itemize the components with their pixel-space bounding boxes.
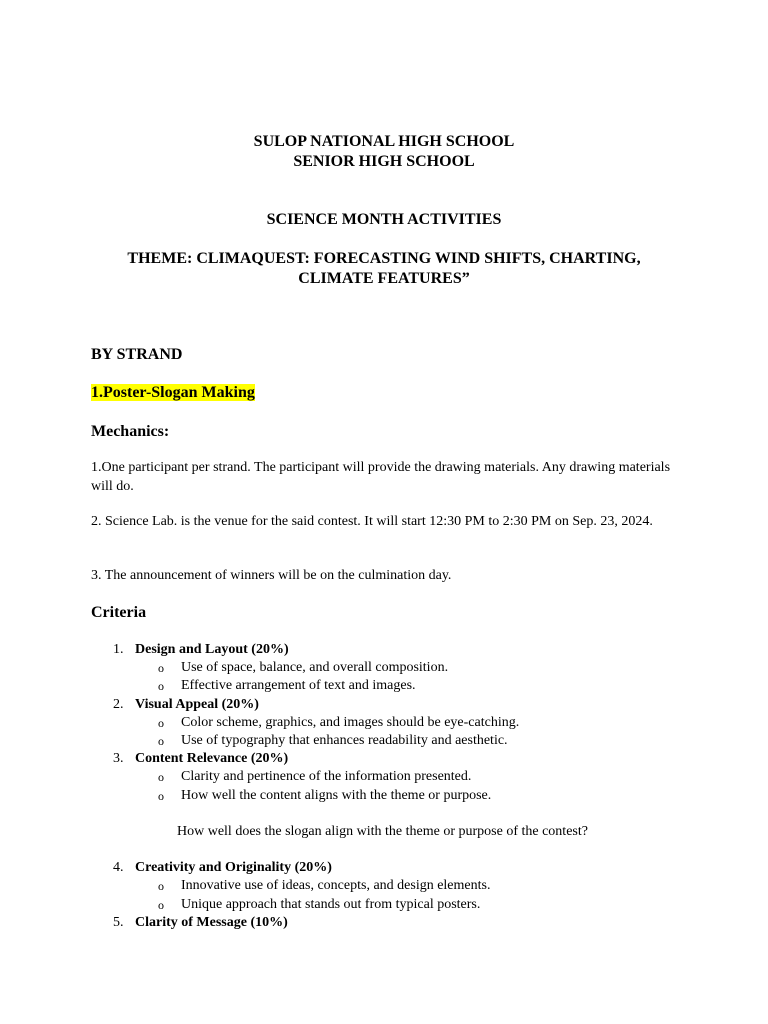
- criteria-subitem: [91, 732, 691, 750]
- criteria-note: How well does the slogan align with the theme or purpose of the contest?: [177, 823, 588, 839]
- criteria-subitem: [91, 659, 691, 677]
- criteria-subitem: [91, 896, 691, 914]
- school-name: SULOP NATIONAL HIGH SCHOOL: [253, 133, 515, 150]
- criteria-list: [91, 641, 691, 932]
- mechanics-item-2: 2. Science Lab. is the venue for the said contest. It will start 12:30 PM to 2:30 PM on Sep. 23, 2024.: [91, 514, 653, 529]
- criteria-item: [91, 914, 691, 932]
- criteria-subitem: [91, 787, 691, 805]
- criteria-title: Clarity of Message (10%): [135, 914, 288, 930]
- criteria-title: Content Relevance (20%): [135, 751, 289, 767]
- theme-line-1: THEME: CLIMAQUEST: FORECASTING WIND SHIFTS, CHARTING,: [127, 250, 641, 267]
- mechanics-item-1: 1.One participant per strand. The participant will provide the drawing materials. Any drawing materials will do.: [91, 460, 671, 494]
- criteria-item: [91, 750, 691, 768]
- criteria-title: Design and Layout (20%): [135, 642, 289, 657]
- activity-title: SCIENCE MONTH ACTIVITIES: [266, 211, 502, 228]
- department-name: SENIOR HIGH SCHOOL: [293, 153, 475, 170]
- criteria-number: 4.: [113, 860, 124, 876]
- bullet-icon: o: [158, 879, 164, 894]
- criteria-subitem-text: Color scheme, graphics, and images should be eye-catching.: [181, 714, 520, 730]
- criteria-subitem-text: Clarity and pertinence of the information presented.: [181, 769, 472, 785]
- spacer: [91, 841, 691, 859]
- criteria-title: Creativity and Originality (20%): [135, 860, 332, 876]
- bullet-icon: o: [158, 715, 164, 730]
- criteria-subitem-text: Innovative use of ideas, concepts, and design elements.: [181, 878, 491, 894]
- mechanics-heading: Mechanics:: [91, 423, 170, 440]
- theme-line-2: CLIMATE FEATURES”: [298, 270, 470, 287]
- criteria-subitem: [91, 768, 691, 786]
- mechanics-item-3: 3. The announcement of winners will be on the culmination day.: [91, 568, 452, 583]
- criteria-subitem-text: Use of typography that enhances readability and aesthetic.: [181, 732, 508, 748]
- criteria-subitem: [91, 877, 691, 895]
- by-strand-heading: BY STRAND: [91, 346, 183, 363]
- criteria-subitem-text: How well the content aligns with the theme or purpose.: [181, 787, 492, 803]
- bullet-icon: o: [158, 897, 164, 912]
- criteria-item: [91, 859, 691, 877]
- criteria-item: [91, 696, 691, 714]
- bullet-icon: o: [158, 770, 164, 785]
- criteria-subitem: [91, 714, 691, 732]
- criteria-subitem: [91, 677, 691, 695]
- criteria-subitem-text: Unique approach that stands out from typical posters.: [181, 896, 481, 912]
- criteria-title: Visual Appeal (20%): [135, 696, 259, 712]
- criteria-item: [91, 641, 691, 659]
- contest-title-row: [91, 383, 681, 403]
- criteria-number: 5.: [113, 914, 124, 930]
- bullet-icon: o: [158, 661, 164, 676]
- criteria-number: 1.: [113, 642, 124, 657]
- criteria-heading: Criteria: [91, 604, 147, 621]
- contest-title: 1.Poster-Slogan Making: [91, 384, 255, 401]
- criteria-number: 3.: [113, 751, 124, 767]
- criteria-subitem-text: Effective arrangement of text and images.: [181, 678, 416, 694]
- bullet-icon: o: [158, 788, 164, 803]
- criteria-note-row: [91, 823, 691, 841]
- bullet-icon: o: [158, 733, 164, 748]
- criteria-number: 2.: [113, 696, 124, 712]
- bullet-icon: o: [158, 679, 164, 694]
- criteria-subitem-text: Use of space, balance, and overall composition.: [181, 660, 449, 676]
- spacer: [91, 805, 691, 823]
